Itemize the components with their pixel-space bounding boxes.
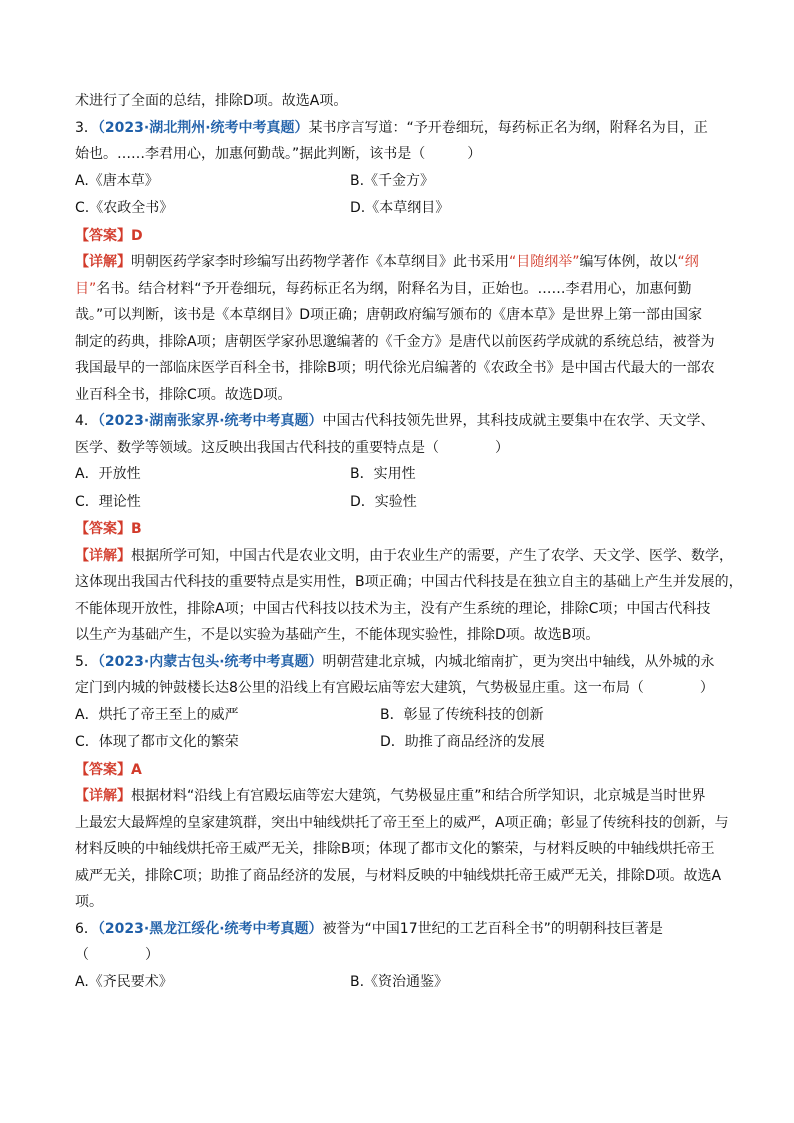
explanation-text: 材料反映的中轴线烘托帝王威严无关，排除B项；体现了都市文化的繁荣，与材料反映的中轴线烘托帝王: [75, 841, 715, 857]
question-5: [75, 649, 729, 916]
option-d: D.《本草纲目》: [350, 200, 450, 216]
options-row: [75, 195, 725, 223]
question-stem: [75, 115, 725, 142]
stem-text: 定门到内城的钟鼓楼长达8公里的沿线上有宫殿坛庙等宏大建筑，气势极显庄重。这一布局（ ）: [75, 680, 714, 696]
explanation-text: 明朝医药学家李时珍编写出药物学著作《本草纲目》此书采用: [131, 254, 509, 270]
answer-value: D: [131, 227, 143, 244]
explanation-text: 不能体现开放性，排除A项；中国古代科技以技术为主，没有产生系统的理论，排除C项；中国古代科技: [75, 600, 711, 617]
option-a: A.《唐本草》: [75, 172, 159, 189]
option-c: C.《农政全书》: [75, 200, 174, 216]
stem-text: 明朝营建北京城，内城北缩南扩，更为突出中轴线，从外城的永: [322, 653, 715, 670]
question-number: 6．: [75, 920, 98, 937]
detail-label: 【详解】: [75, 788, 131, 804]
answer-value: A: [131, 761, 142, 778]
question-number: 3．: [75, 119, 98, 136]
option-b: B.《资治通鉴》: [350, 973, 449, 990]
explanation-text: 根据材料“沿线上有宫殿坛庙等宏大建筑，气势极显庄重”和结合所学知识，北京城是当时世界: [131, 788, 706, 804]
explanation-text: 根据所学可知，中国古代是农业文明，由于农业生产的需要，产生了农学、天文学、医学、数学，: [131, 547, 733, 564]
explanation-text: 哉。”可以判断，该书是《本草纲目》D项正确；唐朝政府编写颁布的《唐本草》是世界上第一部由国家: [75, 307, 703, 323]
stem-text: 医学、数学等领域。这反映出我国古代科技的重要特点是（ ）: [75, 439, 509, 456]
option-a: A．烘托了帝王至上的威严: [75, 706, 239, 723]
option-d: D．助推了商品经济的发展: [380, 734, 545, 750]
document-page: [75, 88, 743, 996]
answer-value: B: [131, 521, 142, 537]
explanation-text: 我国最早的一部临床医学百科全书，排除B项；明代徐光启编著的《农政全书》是中国古代最大的一部农: [75, 360, 715, 376]
question-4: [75, 408, 743, 649]
stem-text: 被誉为“中国17世纪的工艺百科全书”的明朝科技巨著是: [322, 920, 663, 937]
option-c: C．理论性: [75, 493, 141, 510]
question-stem: [75, 649, 725, 676]
explanation-text: 制定的药典，排除A项；唐朝医学家孙思邈编著的《千金方》是唐代以前医药学成就的系统总结，被誉为: [75, 333, 715, 350]
options-row: [75, 729, 725, 757]
explanation-text: 名书。结合材料“予开卷细玩，每药标正名为纲，附释名为目，正始也。……李君用心，加惠何勤: [96, 280, 692, 297]
question-6: [75, 916, 725, 997]
source-tag: （2023·湖北荆州·统考中考真题）: [97, 119, 309, 136]
options-row: [75, 702, 725, 730]
highlight-text: “纲: [677, 254, 699, 270]
question-stem: [75, 916, 725, 943]
question-number: 4．: [75, 413, 98, 429]
answer-label: 【答案】: [75, 521, 131, 537]
option-b: B．彰显了传统科技的创新: [380, 706, 544, 723]
explanation: [75, 543, 743, 649]
explanation-text: 业百科全书，排除C项。故选D项。: [75, 386, 292, 403]
q2-explanation-tail: 术进行了全面的总结，排除D项。故选A项。: [75, 93, 348, 109]
answer-line: [75, 223, 725, 250]
answer-line: [75, 757, 725, 784]
options-row: [75, 168, 725, 196]
question-number: 5．: [75, 653, 98, 670]
source-tag: （2023·湖南张家界·统考中考真题）: [97, 413, 323, 429]
explanation-text: 上最宏大最辉煌的皇家建筑群，突出中轴线烘托了帝王至上的威严，A项正确；彰显了传统科技的创新，与: [75, 814, 729, 831]
option-d: D．实验性: [350, 493, 417, 510]
stem-text: （ ）: [75, 947, 159, 963]
option-b: B．实用性: [350, 466, 416, 482]
option-a: A．开放性: [75, 466, 141, 482]
option-b: B.《千金方》: [350, 172, 435, 189]
option-c: C．体现了都市文化的繁荣: [75, 734, 239, 750]
explanation: [75, 249, 725, 408]
source-tag: （2023·内蒙古包头·统考中考真题）: [97, 653, 323, 670]
answer-label: 【答案】: [75, 227, 131, 244]
source-tag: （2023·黑龙江绥化·统考中考真题）: [97, 920, 323, 937]
detail-label: 【详解】: [75, 254, 131, 270]
detail-label: 【详解】: [75, 547, 131, 564]
question-3: [75, 115, 725, 409]
answer-label: 【答案】: [75, 761, 131, 778]
options-row: [75, 969, 725, 997]
explanation: [75, 783, 729, 916]
explanation-text: 威严无关，排除C项；助推了商品经济的发展，与材料反映的中轴线烘托帝王威严无关，排除D项。故选A: [75, 867, 722, 884]
highlight-text: 目”: [75, 280, 97, 297]
question-stem: [75, 408, 725, 435]
answer-line: [75, 516, 725, 543]
stem-text: 始也。……李君用心，加惠何勤哉。”据此判断，该书是（ ）: [75, 146, 482, 162]
option-a: A.《齐民要术》: [75, 973, 173, 990]
stem-text: 某书序言写道：“予开卷细玩，每药标正名为纲，附释名为目，正: [308, 119, 708, 136]
options-row: [75, 489, 725, 517]
explanation-text: 这体现出我国古代科技的重要特点是实用性，B项正确；中国古代科技是在独立自主的基础上产生并发展的，: [75, 574, 743, 590]
explanation-text: 编写体例，故以: [579, 254, 678, 270]
explanation-text: 以生产为基础产生，不是以实验为基础产生，不能体现实验性，排除D项。故选B项。: [75, 627, 600, 643]
explanation-text: 项。: [75, 894, 103, 910]
options-row: [75, 461, 725, 489]
stem-text: 中国古代科技领先世界，其科技成就主要集中在农学、天文学、: [322, 413, 715, 429]
highlight-text: “目随纲举”: [509, 254, 580, 270]
